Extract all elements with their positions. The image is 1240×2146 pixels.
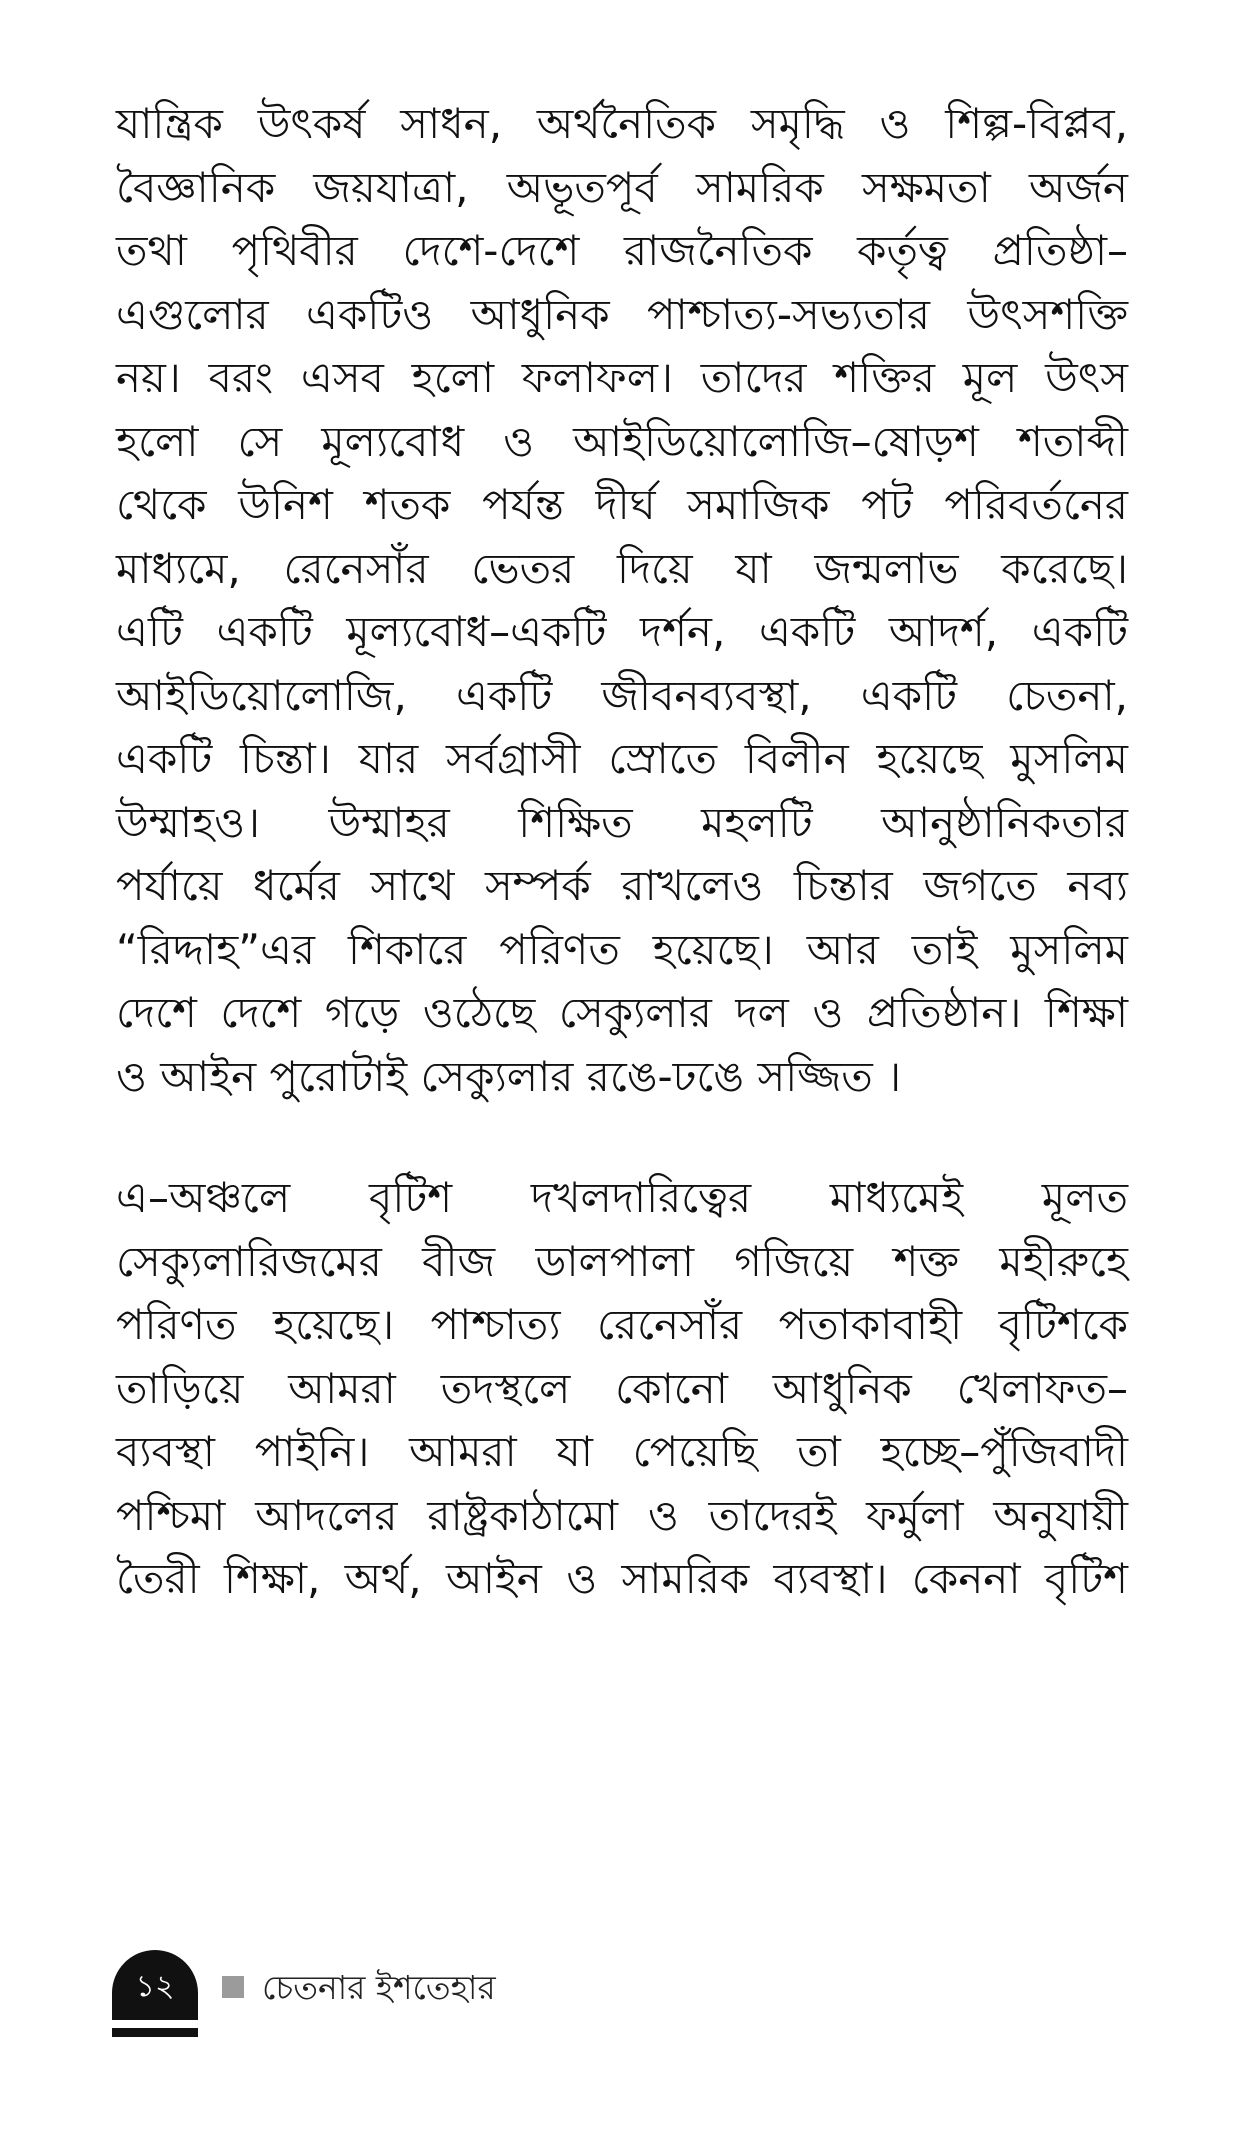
text-line: তাড়িয়ে আমরা তদস্থলে কোনো আধুনিক খেলাফত– bbox=[116, 1363, 1128, 1413]
paragraph-2 bbox=[116, 1166, 1128, 1611]
page-number-badge bbox=[112, 1950, 198, 2020]
book-title: চেতনার ইশতেহার bbox=[262, 1968, 496, 2007]
text-line: যান্ত্রিক উৎকর্ষ সাধন, অর্থনৈতিক সমৃদ্ধি ও শিল্প-বিপ্লব, bbox=[116, 99, 1128, 148]
text-line: “রিদ্দাহ”এর শিকারে পরিণত হয়েছে। আর তাই মুসলিম bbox=[116, 924, 1128, 974]
page-footer bbox=[112, 1950, 812, 2040]
text-line: ও আইন পুরোটাই সেক্যুলার রঙে-ঢঙে সজ্জিত । bbox=[116, 1051, 902, 1101]
text-line: আইডিয়োলোজি, একটি জীবনব্যবস্থা, একটি চেতনা, bbox=[116, 670, 1128, 720]
page-number: ১২ bbox=[135, 1968, 175, 2004]
text-line: এগুলোর একটিও আধুনিক পাশ্চাত্য-সভ্যতার উৎসশক্তি bbox=[116, 289, 1128, 339]
square-bullet-icon bbox=[222, 1976, 244, 1998]
text-line: দেশে দেশে গড়ে ওঠেছে সেক্যুলার দল ও প্রতিষ্ঠান। শিক্ষা bbox=[116, 988, 1128, 1037]
text-line: এটি একটি মূল্যবোধ–একটি দর্শন, একটি আদর্শ, একটি bbox=[116, 607, 1128, 656]
paragraph-1 bbox=[116, 92, 1128, 1108]
page-body bbox=[116, 92, 1128, 1611]
text-line: একটি চিন্তা। যার সর্বগ্রাসী স্রোতে বিলীন হয়েছে মুসলিম bbox=[116, 734, 1128, 783]
text-line: তথা পৃথিবীর দেশে-দেশে রাজনৈতিক কর্তৃত্ব প্রতিষ্ঠা– bbox=[116, 226, 1128, 275]
text-line: বৈজ্ঞানিক জয়যাত্রা, অভূতপূর্ব সামরিক সক্ষমতা অর্জন bbox=[116, 162, 1128, 212]
text-line: পশ্চিমা আদলের রাষ্ট্রকাঠামো ও তাদেরই ফর্মুলা অনুযায়ী bbox=[116, 1490, 1128, 1540]
text-line: পর্যায়ে ধর্মের সাথে সম্পর্ক রাখলেও চিন্তার জগতে নব্য bbox=[116, 861, 1128, 910]
text-line: হলো সে মূল্যবোধ ও আইডিয়োলোজি–ষোড়শ শতাব্দী bbox=[116, 416, 1128, 466]
text-line: নয়। বরং এসব হলো ফলাফল। তাদের শক্তির মূল উৎস bbox=[116, 353, 1128, 402]
text-line: পরিণত হয়েছে। পাশ্চাত্য রেনেসাঁর পতাকাবাহী বৃটিশকে bbox=[116, 1300, 1128, 1349]
text-line: ব্যবস্থা পাইনি। আমরা যা পেয়েছি তা হচ্ছে–পুঁজিবাদী bbox=[116, 1427, 1128, 1476]
text-line: মাধ্যমে, রেনেসাঁর ভেতর দিয়ে যা জন্মলাভ করেছে। bbox=[116, 543, 1128, 593]
badge-underline bbox=[112, 2028, 198, 2037]
text-line: সেক্যুলারিজমের বীজ ডালপালা গজিয়ে শক্ত মহীরুহে bbox=[116, 1236, 1128, 1286]
text-line: এ–অঞ্চলে বৃটিশ দখলদারিত্বের মাধ্যমেই মূলত bbox=[116, 1173, 1128, 1222]
text-line: তৈরী শিক্ষা, অর্থ, আইন ও সামরিক ব্যবস্থা। কেননা বৃটিশ bbox=[116, 1554, 1128, 1603]
text-line: উম্মাহও। উম্মাহর শিক্ষিত মহলটি আনুষ্ঠানিকতার bbox=[116, 797, 1128, 847]
text-line: থেকে উনিশ শতক পর্যন্ত দীর্ঘ সমাজিক পট পরিবর্তনের bbox=[116, 480, 1128, 529]
